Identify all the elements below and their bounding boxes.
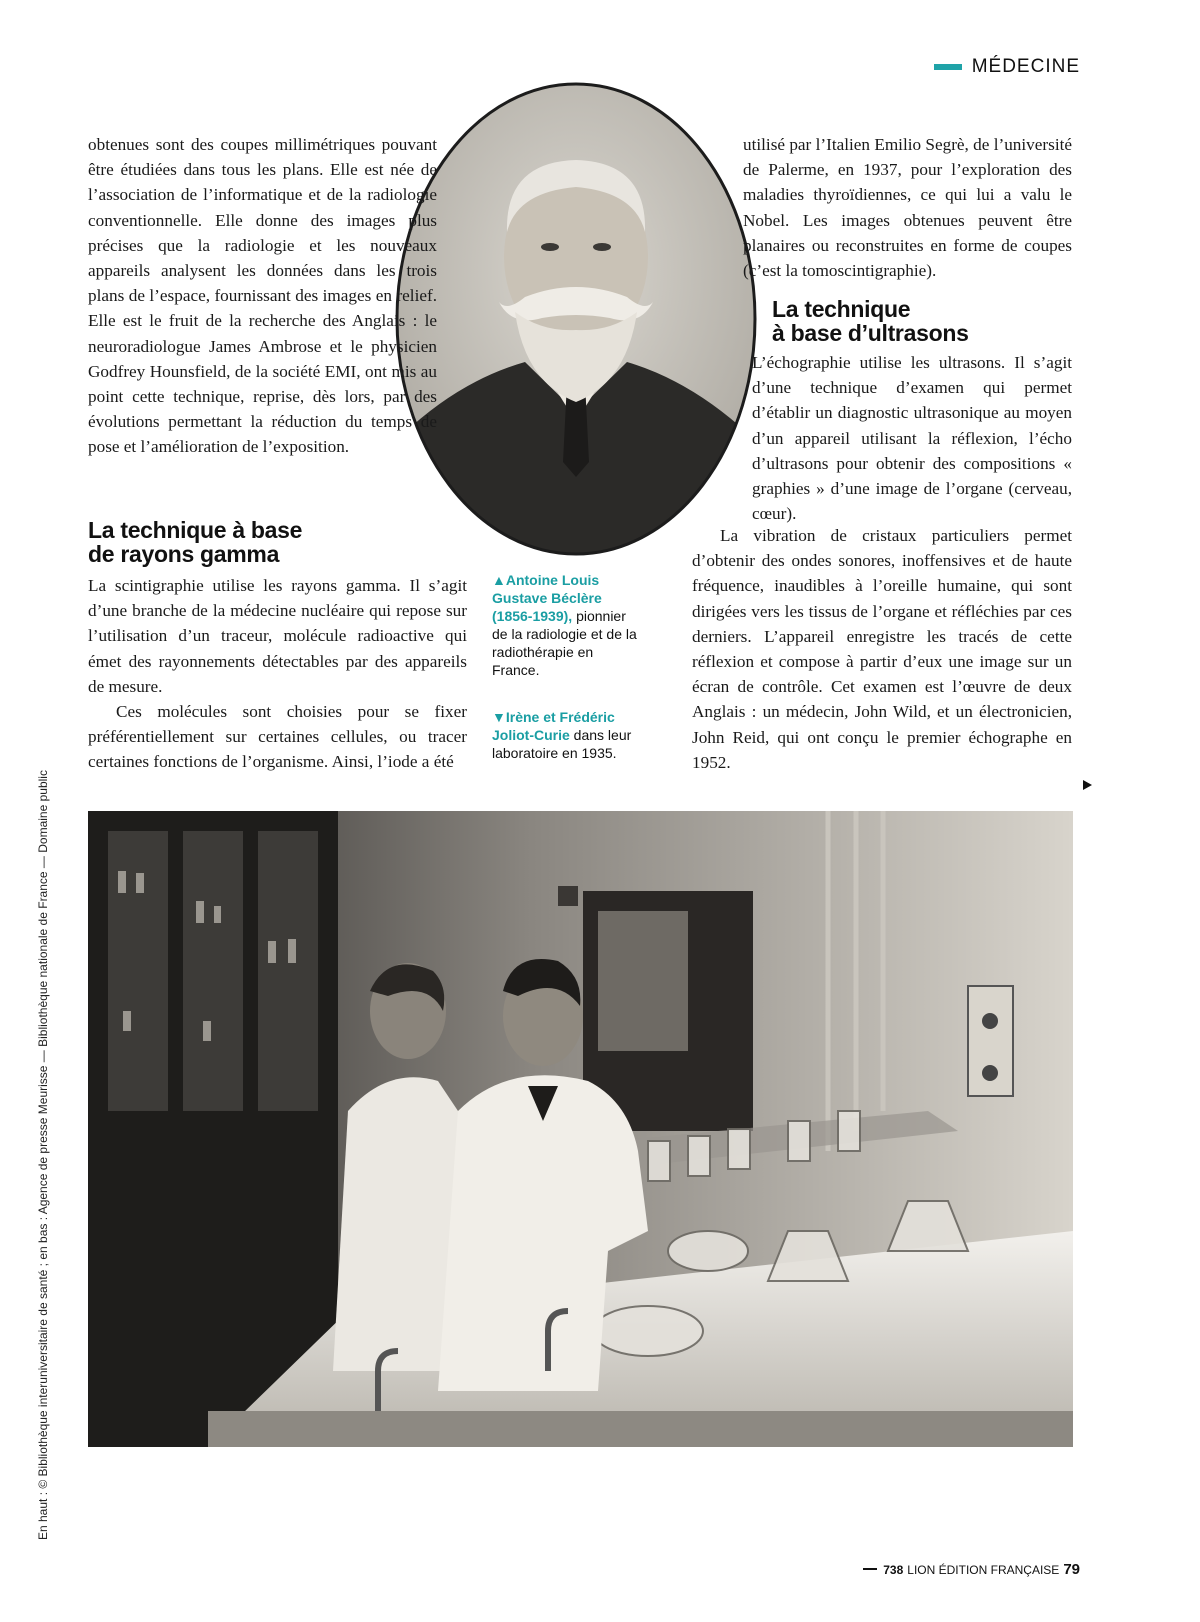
heading-line: à base d’ultrasons [772, 320, 969, 346]
section-label: MÉDECINE [971, 56, 1080, 77]
caption-name: Antoine Louis Gustave Béclère (1856-1939), [492, 572, 602, 624]
heading-line: de rayons gamma [88, 541, 280, 567]
caption-text: dans leur laboratoire en 1935. [492, 727, 632, 761]
paragraph: utilisé par l’Italien Emilio Segrè, de l’université de Palerme, en 1937, pour l’exploration des maladies thyroïdiennes, ce qui lui a valu le Nobel. Les images obtenues peuvent être planaires ou reconstruites en forme de coupes (c’est la tomoscintigraphie). [743, 135, 1072, 281]
heading-line: La technique à base [88, 517, 303, 543]
caption-name: Irène et Frédéric Joliot-Curie [492, 709, 615, 743]
heading-line: La technique [772, 296, 911, 322]
caption-lab [492, 708, 632, 762]
column-right-mid [752, 350, 1072, 526]
issue-number: 738 [883, 1563, 904, 1577]
portrait-photo [395, 82, 757, 557]
publication-name: LION ÉDITION FRANÇAISE [907, 1563, 1060, 1577]
column-left-bottom [88, 573, 467, 775]
page-number: 79 [1063, 1561, 1080, 1578]
continue-arrow-icon [1083, 780, 1092, 790]
caption-marker: ▲ [492, 572, 506, 588]
footer-dash [863, 1568, 877, 1570]
section-accent-bar [934, 64, 962, 70]
caption-marker: ▼ [492, 709, 506, 725]
column-right-bottom [692, 523, 1072, 775]
paragraph: La vibration de cristaux particuliers permet d’obtenir des ondes sonores, inoffensives et de haute fréquence, inaudibles à l’oreille humaine, qui sont dirigées vers les tissus de l’organe et réfléchies par ces derniers. L’appareil enregistre les tracés de cette réflexion et compose à partir d’eux une image sur un écran de contrôle. Cet examen est l’œuvre de deux Anglais : un médecin, John Wild, et un électronicien, John Reid, qui ont conçu le premier échographe en 1952. [692, 526, 1072, 772]
paragraph: obtenues sont des coupes millimétriques pouvant être étudiées dans tous les plans. Elle est née de l’association de l’informatique et de la radiologie conventionnelle. Elle donne des images plus précises que la radiologie et les nouveaux appareils analysent les données dans les trois plans de l’espace, fournissant des images en relief. Elle est le fruit de la recherche des Anglais : le neuroradiologue James Ambrose et le physicien Godfrey Hounsfield, de la société EMI, ont mis au point cette technique, reprise, dès lors, par des évolutions permettant la réduction du temps de pose et l’amélioration de l’exposition. [88, 135, 437, 457]
photo-credit: En haut : © Bibliothèque interuniversitaire de santé ; en bas : Agence de presse Meurisse — Bibliothèque nationale de France — Domaine public [36, 770, 50, 1540]
column-left-top [88, 132, 437, 460]
caption-text: pionnier de la radiologie et de la radiothérapie en France. [492, 608, 637, 678]
page-footer [863, 1561, 1080, 1578]
caption-portrait [492, 571, 642, 679]
section-tag [934, 56, 1080, 78]
heading-gamma [88, 518, 408, 566]
heading-ultrasons [772, 297, 1062, 345]
lab-photo [88, 811, 1073, 1447]
paragraph: Ces molécules sont choisies pour se fixer préférentiellement sur certaines cellules, ou tracer certaines fonctions de l’organisme. Ainsi, l’iode a été [88, 702, 467, 772]
paragraph: La scintigraphie utilise les rayons gamma. Il s’agit d’une branche de la médecine nucléaire qui repose sur l’utilisation d’un traceur, molécule radioactive qui émet des rayonnements détectables par des appareils de mesure. [88, 576, 467, 696]
column-right-top [743, 132, 1072, 283]
paragraph: L’échographie utilise les ultrasons. Il s’agit d’une technique d’examen qui permet d’établir un diagnostic ultrasonique au moyen d’un appareil utilisant la réflexion, l’écho d’ultrasons pour obtenir des compositions « graphies » d’une image de l’organe (cerveau, cœur). [752, 353, 1072, 524]
